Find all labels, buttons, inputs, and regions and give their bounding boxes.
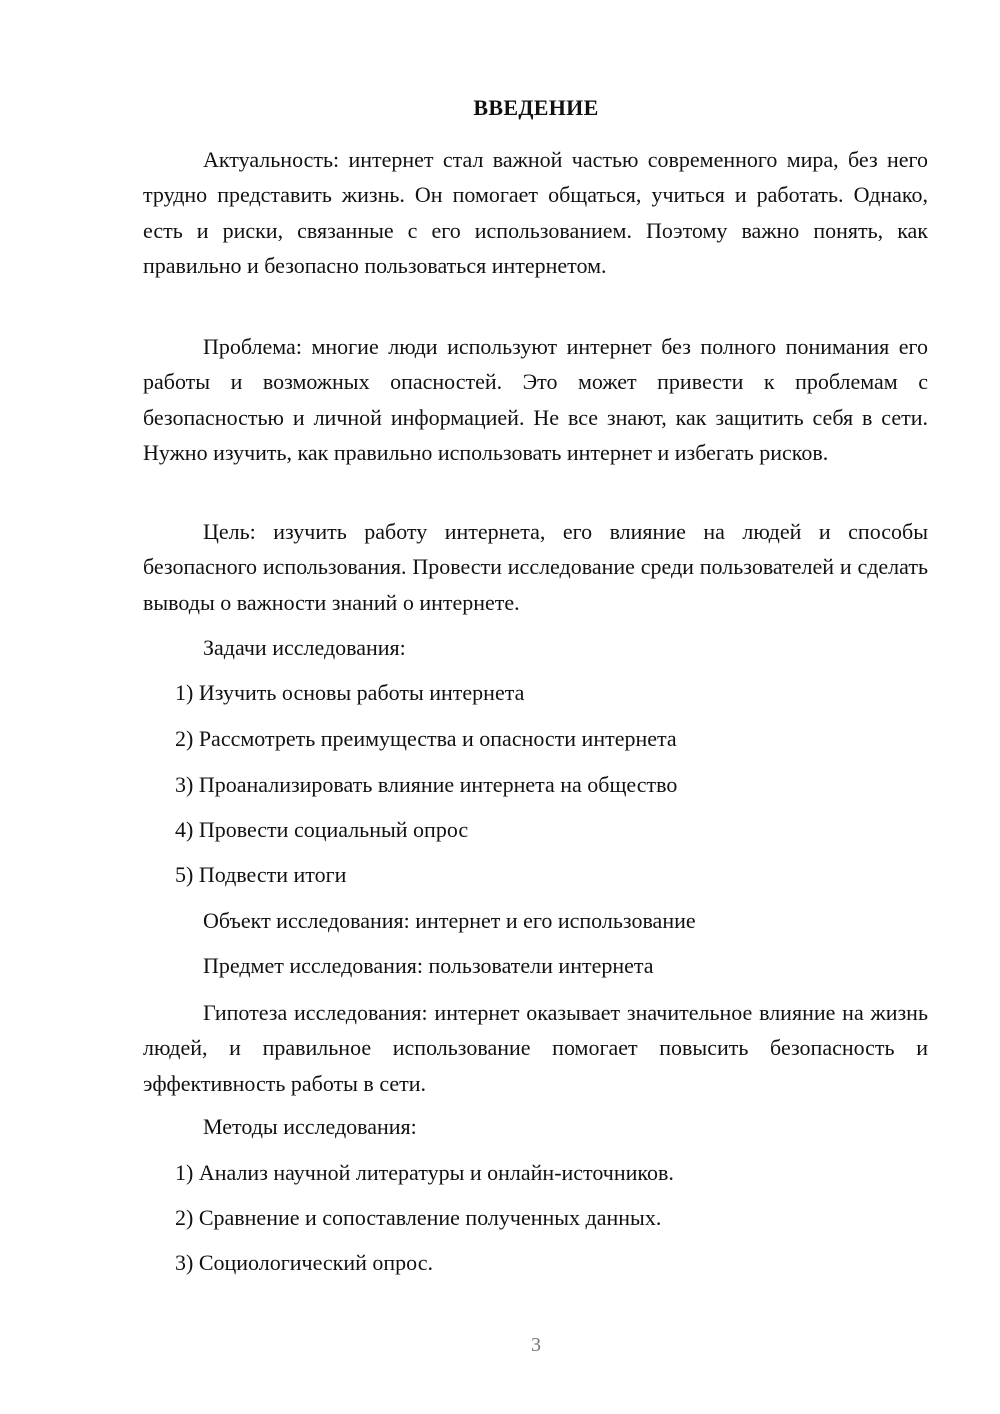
tasks-label: Задачи исследования: [203, 635, 406, 660]
task-item: 1) Изучить основы работы интернета [175, 680, 525, 705]
problem-paragraph: Проблема: многие люди используют интернет без полного понимания его работы и возможных опасностей. Это может привести к проблемам с безопасностью и личной информацией. Не все знают, как защитить себя в сети. Нужно изучить, как правильно использовать интернет и избегать рисков. [143, 334, 928, 465]
hypothesis-paragraph: Гипотеза исследования: интернет оказывает значительное влияние на жизнь людей, и правильное использование помогает повысить безопасность и эффективность работы в сети. [143, 1000, 928, 1096]
relevance-paragraph: Актуальность: интернет стал важной частью современного мира, без него трудно представить жизнь. Он помогает общаться, учиться и работать. Однако, есть и риски, связанные с его использованием. Поэтому важно понять, как правильно и безопасно пользоваться интернетом. [143, 147, 928, 278]
task-item: 3) Проанализировать влияние интернета на общество [175, 772, 678, 797]
methods-label: Методы исследования: [203, 1114, 417, 1139]
method-item: 3) Социологический опрос. [175, 1250, 433, 1275]
page-title: ВВЕДЕНИЕ [473, 95, 599, 120]
method-item: 2) Сравнение и сопоставление полученных данных. [175, 1205, 662, 1230]
goal-paragraph: Цель: изучить работу интернета, его влияние на людей и способы безопасного использования. Провести исследование среди пользователей и сделать выводы о важности знаний о интернете. [143, 519, 928, 615]
research-object: Объект исследования: интернет и его использование [203, 908, 696, 933]
page-number: 3 [531, 1334, 541, 1356]
research-subject: Предмет исследования: пользователи интернета [203, 953, 654, 978]
task-item: 4) Провести социальный опрос [175, 817, 469, 842]
task-item: 5) Подвести итоги [175, 862, 347, 887]
method-item: 1) Анализ научной литературы и онлайн-источников. [175, 1160, 674, 1185]
task-item: 2) Рассмотреть преимущества и опасности интернета [175, 726, 677, 751]
